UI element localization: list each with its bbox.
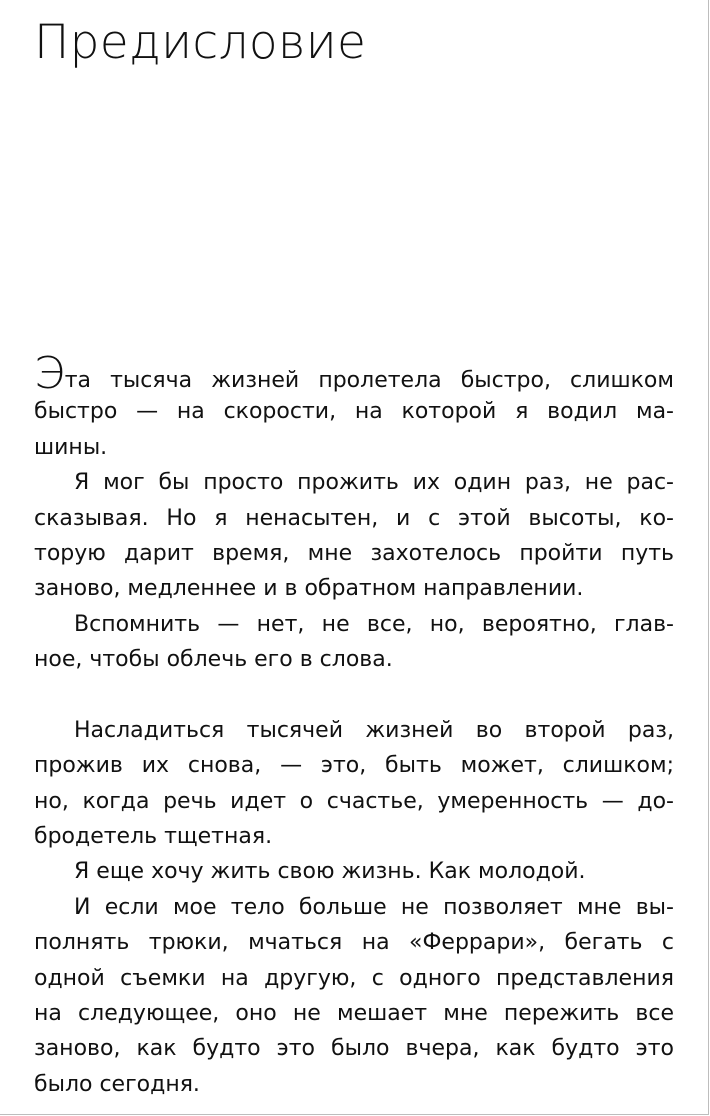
text-line-content: И если мое тело больше не позволяет мне вы-	[74, 894, 674, 920]
text-line	[34, 394, 674, 429]
text-line	[34, 854, 674, 889]
text-line-content: торую дарит время, мне захотелось пройти путь	[34, 540, 674, 566]
text-line-content: Я мог бы просто прожить их один раз, не рас-	[74, 470, 674, 496]
text-line	[34, 501, 674, 536]
text-line	[34, 430, 674, 465]
paragraph-spacer	[34, 678, 674, 713]
text-line-content: ное, чтобы облечь его в слова.	[34, 647, 393, 673]
text-line-content: прожив их снова, — это, быть может, слишком;	[34, 753, 674, 779]
text-line	[34, 536, 674, 571]
text-line	[34, 819, 674, 854]
text-line-content: сказывая. Но я ненасытен, и с этой высоты, ко-	[34, 505, 674, 531]
text-line	[34, 713, 674, 748]
text-line	[34, 642, 674, 677]
body-text	[34, 348, 674, 1102]
text-line	[34, 784, 674, 819]
text-line	[34, 996, 674, 1031]
text-line	[34, 465, 674, 500]
text-line-content: но, когда речь идет о счастье, умеренность — до-	[34, 788, 674, 814]
text-line-content: та тысяча жизней пролетела быстро, слишком	[64, 368, 674, 393]
text-line-content: было сегодня.	[34, 1071, 200, 1097]
text-line-content: Я еще хочу жить свою жизнь. Как молодой.	[74, 859, 586, 885]
text-line-content: заново, как будто это было вчера, как будто это	[34, 1036, 674, 1062]
text-line	[34, 890, 674, 925]
text-line-content: Вспомнить — нет, не все, но, вероятно, глав-	[74, 611, 674, 637]
text-line-content: полнять трюки, мчаться на «Феррари», бегать с	[34, 930, 674, 956]
text-line	[34, 748, 674, 783]
text-line	[34, 348, 674, 399]
text-line-content: на следующее, оно не мешает мне пережить все	[34, 1001, 674, 1027]
text-line	[34, 961, 674, 996]
text-line-content: одной съемки на другую, с одного представления	[34, 965, 674, 991]
text-line-content: бродетель тщетная.	[34, 824, 273, 850]
text-line	[34, 925, 674, 960]
text-line	[34, 607, 674, 642]
text-line	[34, 1067, 674, 1102]
text-line-content: заново, медленнее и в обратном направлении.	[34, 576, 584, 602]
drop-cap: Э	[34, 348, 65, 399]
text-line-content: быстро — на скорости, на которой я водил ма-	[34, 399, 674, 425]
text-line	[34, 1031, 674, 1066]
page-title: Предисловие	[34, 15, 367, 70]
text-line-content: Насладиться тысячей жизней во второй раз,	[74, 717, 674, 743]
text-line	[34, 571, 674, 606]
text-line-content: шины.	[34, 434, 108, 460]
